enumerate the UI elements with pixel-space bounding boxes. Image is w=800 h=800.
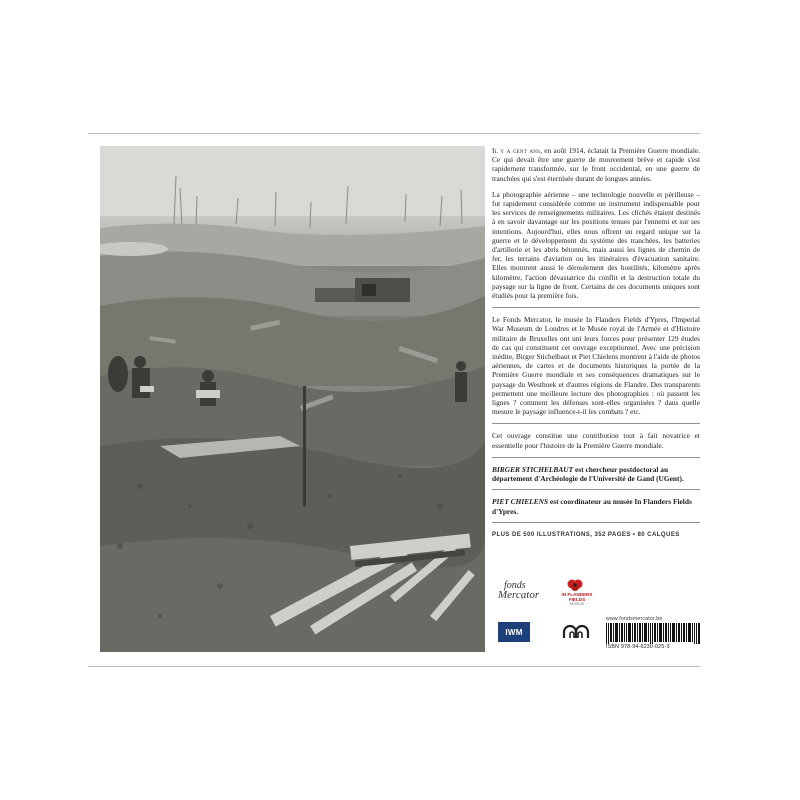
book-stats: PLUS DE 500 ILLUSTRATIONS, 352 PAGES • 80 CALQUES (492, 530, 680, 538)
author-bio-text: est chercheur postdoctoral au département d'Archéologie de l'Université de Gand (UGent). (492, 464, 684, 484)
author-name: BIRGER STICHELBAUT (492, 464, 574, 474)
poppy-icon (567, 578, 583, 592)
military-museum-logo-icon (560, 622, 592, 642)
battlefield-photo-drawing (100, 146, 485, 652)
author-name: PIET CHIELENS (492, 497, 549, 507)
paragraph-partners: Le Fonds Mercator, le musée In Flanders Fields d'Ypres, l'Imperial War Museum de Londres et le Musée royal de l'Armée et d'Histoire militaire de Bruxelles ont uni leurs forces pour présenter 129 études de cas qui constituent cet ouvrage exceptionnel. Avec une précision inédite, Birger Stichelbaut et Piet Chielens montrent à l'aide de photos aériennes, de cartes et de documents historiques la portée de la Première Guerre mondiale et ses conséquences dramatiques sur le paysage du Westhoek et d'autres régions de Flandre. Des transparents permettent une meilleure lecture des photographies : où passent les lignes ? comment les défenses sont-elles organisées ? dans quelle mesure le paysage influence-t-il les combats ? etc. (492, 315, 700, 417)
iwm-logo: IWM (498, 622, 530, 642)
back-cover-text (492, 146, 700, 652)
paragraph-aerial-photography: La photographie aérienne – une technologie nouvelle et périlleuse – fut rapidement considérée comme un instrument indispensable pour les services de renseignements militaires. Les clichés étaient destinés à en savoir davantage sur les positions tenues par l'ennemi et sur ses intentions. Aujourd'hui, elles nous offrent un regard unique sur la guerre et le développement du système des tranchées, les batteries d'artillerie et les abris bétonnés, mais aussi les lignes de chemin de fer, les terrains d'aviation ou les itinéraires d'évacuation sanitaire. Elles montrent aussi le déroulement des hostilités, kilomètre après kilomètre, l'action dévastatrice du conflit et la destruction totale du paysage sur la ligne de front. Certains de ces documents uniques sont étudiés pour la première fois. (492, 189, 700, 301)
flanders-logo-title: IN FLANDERS FIELDS (561, 592, 593, 602)
intro-text: , en août 1914, éclatait la Première Guerre mondiale. Ce qui devait être une guerre de mouvement brève et rapide s'est rapidement transformée, sur le front occidental, en une guerre de tranchées qui s'est éternisée durant de longues années. (492, 146, 701, 183)
author-bio (492, 465, 700, 483)
divider (492, 457, 700, 458)
paragraph-intro (492, 146, 700, 183)
fonds-mercator-logo (498, 580, 540, 604)
divider (492, 307, 700, 308)
intro-lead: Il y a cent ans (492, 146, 541, 155)
divider (492, 522, 700, 523)
paragraph-contribution: Cet ouvrage constitue une contribution tout à fait novatrice et essentielle pour l'histoire de la Première Guerre mondiale. (492, 431, 700, 450)
top-rule (88, 133, 700, 134)
website: www.fondsmercator.be (606, 616, 663, 622)
author-bios (492, 465, 700, 516)
bottom-rule (88, 666, 700, 667)
author-bio-text: est coordinateur au musée In Flanders Fields d'Ypres. (492, 497, 692, 516)
in-flanders-fields-logo (558, 578, 594, 606)
barcode-icon (606, 623, 700, 644)
publisher-logos (492, 578, 700, 652)
flanders-logo-subtitle: MUSEUM (569, 602, 585, 606)
fonds-logo-word: fonds (504, 580, 526, 591)
divider (492, 489, 700, 490)
mercator-logo-word: Mercator (498, 589, 540, 601)
battlefield-photo (100, 146, 485, 652)
divider (492, 423, 700, 424)
author-bio (492, 497, 700, 515)
isbn-number: ISBN 978-94-6230-025-3 (606, 644, 670, 650)
